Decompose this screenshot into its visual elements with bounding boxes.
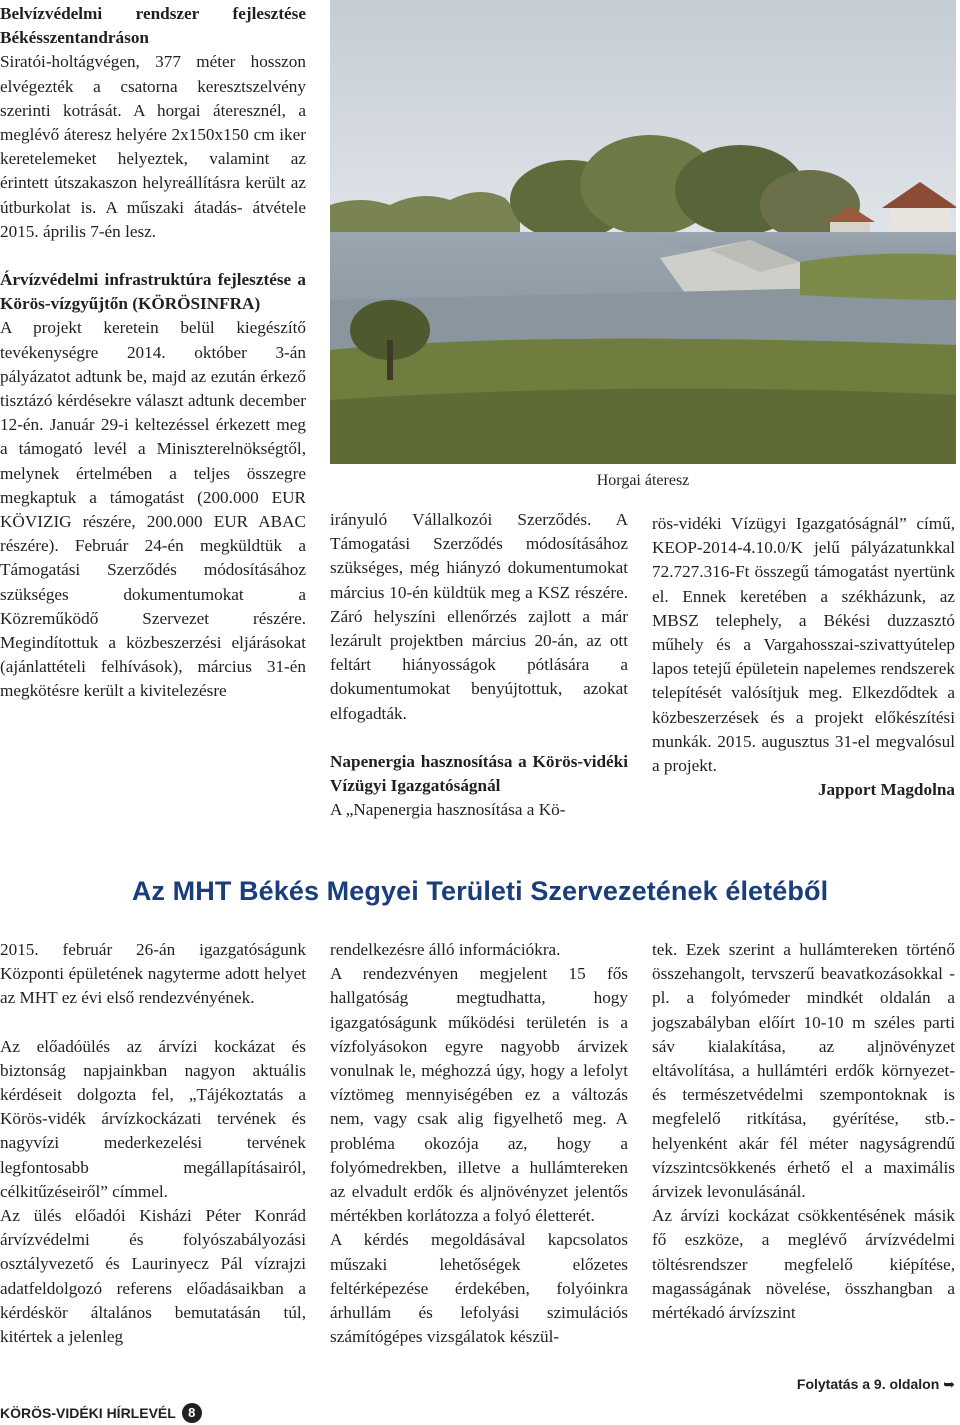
article-body-korosinfra-continued: irányuló Vállalkozói Szerződés. A Támogatási Szerződés módosításához szükséges, még hiányzó dokumentumokat március 10-én küldtük meg a KSZ részére. Záró helyszíni ellenőrzés zajlott a már lezárult projektben március 20-án, az ott feltárt hiányosságok pótlására a dokumentumokat benyújtottuk, azokat elfogadták.: [330, 510, 628, 723]
paragraph: rendelkezésre álló információkra.: [330, 940, 561, 959]
article-body-napenergia-continued: rös-vidéki Vízügyi Igazgatóságnál” című, KEOP-2014-4.10.0/K jelű pályázatunkkal 72.727.316-Ft összegű támogatást nyertünk el. Ennek keretében a székházunk, az MBSZ telephely, a Békési duzzasztó műhely és a Vargahosszai-szivattyútelep lapos tetejű épületein napelemes rendszerek telepítését valósítjuk meg. Elkezdődtek a közbeszerzések és a projekt előkészítési munkák. 2015. augusztus 31-el megvalósul a projekt.: [652, 514, 955, 776]
paragraph: tek. Ezek szerint a hullámtereken történő összehangolt, tervszerű beavatkozásokkal - pl. a folyómeder mindkét oldalán a jogszabályban előírt 10-10 m széles parti sáv kialakítása, az aljnövényzet eltávolítása, a hullámtéri erdők környezet- és természetvédelmi szempontoknak is megfelelő ritkítása, gyérítése, stb.- helyenként akár fél méter nagyságrendű vízszintcsökkenés érhető el a maximális árvizek levonulásánál.: [652, 940, 955, 1202]
column-left-top: [0, 2, 306, 704]
paragraph: A kérdés megoldásával kapcsolatos műszaki lehetőségek előzetes feltérképezése érdekében, folyóinkra árhullám és lefolyási szimulációs számítógépes vizsgálatok készül-: [330, 1230, 628, 1347]
publication-name: KÖRÖS-VIDÉKI HÍRLEVÉL: [0, 1405, 176, 1421]
column-middle-bottom: [330, 938, 628, 1349]
paragraph: Az ülés előadói Kisházi Péter Konrád árvízvédelmi és folyószabályozási osztályvezető és Laurinyecz Pál vízrajzi adatfeldolgozó referens előadásaikban a kérdéskör általános bemutatásán túl, kitértek a jelenleg: [0, 1206, 306, 1347]
article-heading-napenergia: Napenergia hasznosítása a Körös-vidéki Vízügyi Igazgatóságnál: [330, 751, 628, 796]
article-body-korosinfra: A projekt keretein belül kiegészítő tevékenységre 2014. október 3-án pályázatot adtunk be, majd az ezután érkező tisztázó kérdésekre választ adtunk december 12-én. Január 29-i keltezéssel érkezett meg a támogató levél a Miniszterelnökségtől, melynek értelmében a teljes összegre megkaptuk a támogatást (200.000 EUR KÖVIZIG részére, 200.000 EUR ABAC részére). Február 24-én megküldtük a Támogatási Szerződés módosításához szükséges dokumentumokat a Közreműködő Szervezet részére. Megindítottuk a közbeszerzési eljárásokat (ajánlattételi felhívások), március 31-én megkötésre került a kivitelezésre: [0, 318, 306, 701]
section-title: Az MHT Békés Megyei Területi Szervezetének életéből: [131, 876, 829, 906]
arrow-right-icon: ➥: [943, 1376, 955, 1392]
paragraph: A rendezvényen megjelent 15 fős hallgatóság megtudhatta, hogy igazgatóságunk működési területén is a vízfolyásokon egyre nagyobb árvizek vonulnak le, méghozzá úgy, hogy a lefolyt víztömeg mennyiségében ez a változás nem, vagy csak alig figyelhető meg. A probléma okozója az, hogy a folyómedrekben, illetve a hullámtereken az elvadult erdők és aljnövényzet jelentős mértékben korlátozza a folyó életterét.: [330, 964, 628, 1226]
column-right-top: [652, 512, 955, 802]
paragraph: 2015. február 26-án igazgatóságunk Központi épületének nagyterme adott helyet az MHT ez évi első rendezvényének.: [0, 940, 306, 1008]
author-signature: Japport Magdolna: [817, 780, 955, 800]
paragraph: Az árvízi kockázat csökkentésének másik fő eszköze, a meglévő árvízvédelmi töltésrendszer megfelelő kiépítése, magasságának növelése, összhangban a mértékadó árvízszint: [652, 1206, 955, 1323]
column-middle-top: [330, 508, 628, 822]
paragraph: Az előadóülés az árvízi kockázat és biztonság napjainkban nagyon aktuális kérdéseit dolgozta fel, „Tájékoztatás a Körös-vidék árvízkockázati tervének és nagyvízi mederkezelési tervének legfontosabb megállapításairól, célkitűzéseiről” címmel.: [0, 1036, 306, 1201]
continued-label: Folytatás a 9. oldalon: [796, 1376, 940, 1392]
continued-link[interactable]: [652, 1376, 955, 1393]
column-right-bottom: [652, 938, 955, 1325]
page-footer: [0, 1402, 202, 1424]
article-heading-belvizvedelem: Belvízvédelmi rendszer fejlesztése Békésszentandráson: [0, 4, 306, 48]
article-heading-korosinfra: Árvízvédelmi infrastruktúra fejlesztése a Körös-vízgyűjtőn (KÖRÖSINFRA): [0, 270, 306, 314]
page-number-badge: 8: [182, 1403, 202, 1423]
article-body-belvizvedelem: Siratói-holtágvégen, 377 méter hosszon elvégezték a csatorna keresztszelvény szerinti kotrását. A horgai áteresznél, a meglévő áteresz helyére 2x150x150 cm iker keretelemeket helyeztek, valamint az érintett útszakaszon helyreállításra került az útburkolat is. A műszaki átadás- átvétele 2015. április 7-én lesz.: [0, 52, 306, 241]
column-left-bottom: [0, 938, 306, 1349]
photo-horgai-ateresz: [330, 0, 956, 464]
article-body-napenergia-start: A „Napenergia hasznosítása a Kö-: [330, 800, 566, 820]
photo-caption: Horgai áteresz: [596, 472, 690, 489]
